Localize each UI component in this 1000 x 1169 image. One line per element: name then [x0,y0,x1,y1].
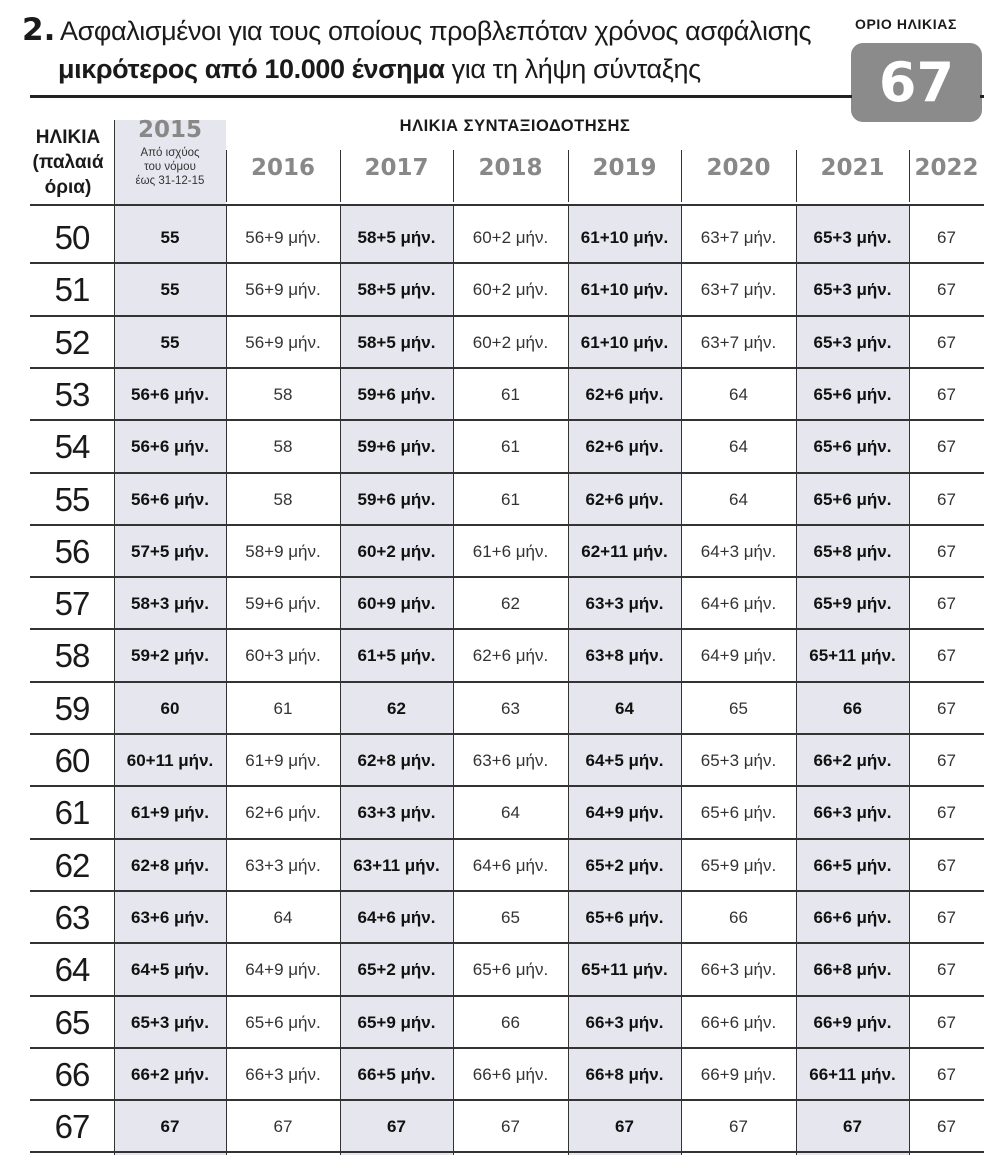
table-cell: 61 [501,437,520,457]
table-cell: 65+3 μήν. [813,332,892,352]
table-cell: 64+9 μήν. [585,803,664,823]
table-cell: 60+2 μήν. [357,541,436,561]
table-cell: 58+5 μήν. [357,280,436,300]
row-age: 54 [54,428,90,466]
table-cell: 62+6 μήν. [585,489,664,509]
table-row [30,683,984,735]
table-cell: 65+9 μήν. [813,594,892,614]
table-cell: 66+6 μήν. [813,907,892,927]
table-cell: 64 [615,698,634,718]
table-cell: 64+6 μήν. [472,855,549,875]
table-cell: 62 [387,698,406,718]
table-row [30,474,984,526]
table-cell: 67 [387,1117,406,1137]
table-cell: 61+9 μήν. [245,751,321,770]
row-age: 66 [54,1055,90,1093]
table-cell: 66+8 μήν. [585,1064,664,1084]
table-cell: 66+11 μήν. [809,1064,896,1084]
header-column-divider [453,150,454,202]
table-cell: 67 [937,228,956,247]
year-header: 2022 [914,155,979,181]
table-cell: 62+8 μήν. [357,751,436,770]
table-cell: 58 [273,384,293,404]
table-cell: 56+6 μήν. [131,437,209,457]
row-age: 59 [54,689,90,727]
table-row [30,264,984,316]
table-row [30,212,984,264]
row-age: 51 [54,271,90,309]
row-divider [30,1151,984,1153]
table-cell: 67 [937,646,956,666]
table-cell: 66 [501,1012,520,1032]
table-cell: 65+3 μήν. [813,228,892,247]
table-cell: 66 [729,907,748,927]
table-cell: 61+9 μήν. [131,803,209,823]
table-cell: 64+3 μήν. [700,541,777,561]
header-column-divider [681,150,682,202]
age-column-header [24,125,112,200]
table-cell: 67 [937,1117,956,1137]
table-cell: 66+5 μήν. [357,1064,436,1084]
table-cell: 58 [273,437,293,457]
table-cell: 65+6 μήν. [585,907,664,927]
table-cell: 66+8 μήν. [813,960,892,980]
table-cell: 66+3 μήν. [585,1012,664,1032]
table-cell: 66+6 μήν. [472,1064,549,1084]
age-header-line-3: όρια) [44,177,92,198]
table-cell: 56+9 μήν. [245,280,321,300]
table-cell: 66+5 μήν. [813,855,892,875]
table-cell: 64+5 μήν. [131,960,209,980]
table-cell: 65+3 μήν. [813,280,892,300]
year-header: 2019 [592,155,657,181]
table-cell: 61+10 μήν. [580,332,669,352]
table-cell: 62+6 μήν. [472,646,549,666]
table-row [30,997,984,1049]
row-age: 57 [54,585,90,623]
table-cell: 64+5 μήν. [585,751,664,770]
year-header: 2017 [364,155,429,181]
row-age: 63 [54,898,90,936]
table-cell: 64 [729,437,748,457]
table-row [30,944,984,996]
table-cell: 64+9 μήν. [245,960,321,980]
table-row [30,892,984,944]
table-cell: 67 [937,698,956,718]
row-age: 55 [54,480,90,518]
table-cell: 63+3 μήν. [585,594,664,614]
year-2015-note [114,146,226,188]
table-cell: 61+5 μήν. [357,646,436,666]
row-age: 53 [54,375,90,413]
table-cell: 64+6 μήν. [700,594,777,614]
table-cell: 60 [160,698,180,718]
table-cell: 63+3 μήν. [357,803,436,823]
table-cell: 62+8 μήν. [131,855,209,875]
table-top-rule [30,204,984,206]
table-cell: 66+9 μήν. [700,1064,777,1084]
table-cell: 62+6 μήν. [585,384,664,404]
table-cell: 67 [273,1117,293,1137]
age-limit-value: 67 [878,51,955,114]
table-cell: 67 [937,541,956,561]
header-column-divider [568,150,569,202]
table-cell: 60+3 μήν. [245,646,321,666]
header-column-divider [340,150,341,202]
table-cell: 61+6 μήν. [472,541,549,561]
table-cell: 60+9 μήν. [357,594,436,614]
table-cell: 56+6 μήν. [131,489,209,509]
table-cell: 65+2 μήν. [357,960,436,980]
table-cell: 66+2 μήν. [813,751,892,770]
table-cell: 65+8 μήν. [813,541,892,561]
table-row [30,526,984,578]
table-cell: 67 [843,1117,862,1137]
table-cell: 61+10 μήν. [580,280,669,300]
table-cell: 65+3 μήν. [131,1012,209,1032]
table-cell: 59+6 μήν. [357,437,436,457]
table-cell: 63+8 μήν. [585,646,664,666]
table-cell: 67 [729,1117,748,1137]
table-cell: 66+6 μήν. [700,1012,777,1032]
age-header-line-2: (παλαιά [32,152,104,173]
table-cell: 55 [160,332,180,352]
table-cell: 65+6 μήν. [700,803,777,823]
table-cell: 65+9 μήν. [357,1012,436,1032]
table-cell: 60+2 μήν. [472,280,549,300]
table-cell: 64 [273,907,293,927]
table-cell: 63+6 μήν. [131,907,209,927]
table-cell: 59+6 μήν. [245,594,321,614]
table-cell: 67 [937,1064,956,1084]
table-row [30,630,984,682]
table-cell: 60+11 μήν. [126,751,214,770]
table-cell: 58+3 μήν. [131,594,209,614]
row-age: 60 [54,742,90,779]
section-number: 2. [22,12,56,48]
table-cell: 63+3 μήν. [245,855,321,875]
year-header: 2018 [478,155,543,181]
table-cell: 56+9 μήν. [245,332,321,352]
table-cell: 67 [937,855,956,875]
table-cell: 67 [937,907,956,927]
table-cell: 67 [937,1012,956,1032]
header-column-divider [226,150,227,202]
year-header: 2021 [820,155,885,181]
table-row [30,369,984,421]
table-cell: 62+6 μήν. [585,437,664,457]
table-cell: 64 [729,384,748,404]
table-cell: 66+9 μήν. [813,1012,892,1032]
table-cell: 63+7 μήν. [700,280,777,300]
note-line-3: έως 31-12-15 [135,175,205,187]
table-row [30,578,984,630]
table-cell: 65+6 μήν. [813,384,892,404]
table-cell: 67 [937,437,956,457]
table-cell: 63+7 μήν. [700,228,777,247]
table-cell: 64+9 μήν. [700,646,777,666]
table-cell: 56+6 μήν. [131,384,209,404]
table-cell: 63 [501,698,520,718]
table-cell: 61 [501,489,520,509]
row-age: 58 [54,637,90,675]
table-cell: 59+6 μήν. [357,489,436,509]
table-cell: 58+9 μήν. [245,541,321,561]
table-cell: 62+11 μήν. [581,541,668,561]
row-age: 56 [54,532,90,570]
row-age: 65 [54,1003,90,1041]
table-cell: 66+2 μήν. [131,1064,209,1084]
table-cell: 58+5 μήν. [357,228,436,247]
table-cell: 65+6 μήν. [813,437,892,457]
table-cell: 61+10 μήν. [580,228,669,247]
table-cell: 61 [501,384,520,404]
note-line-2: του νόμου [144,161,196,173]
table-cell: 65+6 μήν. [813,489,892,509]
header-column-divider [909,150,910,202]
table-row [30,421,984,473]
table-cell: 62+6 μήν. [245,803,321,823]
age-limit-badge [851,43,982,122]
table-cell: 67 [937,594,956,614]
table-cell: 59+6 μήν. [357,384,436,404]
table-cell: 58 [273,489,293,509]
table-cell: 58+5 μήν. [357,332,436,352]
table-cell: 60+2 μήν. [472,332,549,352]
table-cell: 67 [615,1117,634,1137]
row-age: 64 [54,951,90,989]
table-cell: 63+11 μήν. [353,855,440,875]
table-cell: 63+7 μήν. [700,332,777,352]
table-cell: 67 [937,332,956,352]
table-cell: 65+9 μήν. [700,855,777,875]
table-cell: 62 [501,594,520,614]
title-line-2 [58,54,701,85]
table-cell: 67 [937,960,956,980]
table-cell: 55 [160,280,180,300]
table-cell: 67 [501,1117,520,1137]
table-cell: 67 [937,384,956,404]
table-cell: 65 [729,698,748,718]
table-cell: 67 [937,280,956,300]
table-cell: 66+3 μήν. [700,960,777,980]
table-row [30,1049,984,1101]
table-cell: 59+2 μήν. [131,646,209,666]
retirement-age-group-header: ΗΛΙΚΙΑ ΣΥΝΤΑΞΙΟΔΟΤΗΣΗΣ [399,117,631,135]
note-line-1: Από ισχύος [140,147,200,159]
table-cell: 64 [729,489,748,509]
table-cell: 65+3 μήν. [700,751,777,770]
table-cell: 66+3 μήν. [245,1064,321,1084]
table-cell: 64+6 μήν. [357,907,436,927]
title-line-2-rest: για τη λήψη σύνταξης [444,54,701,84]
table-cell: 56+9 μήν. [245,228,321,247]
table-row [30,735,984,787]
row-age: 67 [54,1108,90,1146]
table-cell: 65+6 μήν. [472,960,549,980]
table-cell: 65+2 μήν. [585,855,664,875]
table-row [30,1101,984,1153]
table-cell: 63+6 μήν. [472,751,549,770]
year-header: 2016 [250,155,315,181]
header-divider [30,95,852,98]
table-cell: 60+2 μήν. [472,228,549,247]
table-cell: 66+3 μήν. [813,803,892,823]
table-cell: 61 [273,698,293,718]
table-cell: 57+5 μήν. [131,541,209,561]
table-cell: 65+6 μήν. [245,1012,321,1032]
table-cell: 66 [843,698,862,718]
table-cell: 67 [937,489,956,509]
table-cell: 67 [937,803,956,823]
row-age: 61 [54,794,90,832]
age-header-line-1: ΗΛΙΚΙΑ [35,127,101,148]
table-cell: 67 [160,1117,180,1137]
table-cell: 67 [937,751,956,770]
header-divider-end [980,95,984,98]
row-age: 52 [54,323,90,361]
table-row [30,787,984,839]
title-line-2-bold: μικρότερος από 10.000 ένσημα [58,54,445,84]
table-row [30,840,984,892]
row-age: 50 [54,219,90,256]
table-cell: 55 [160,228,180,247]
year-header: 2020 [706,155,771,181]
table-cell: 65+11 μήν. [809,646,896,666]
header-column-divider [796,150,797,202]
title-line-1: Ασφαλισμένοι για τους οποίους προβλεπόταν χρόνος ασφάλισης [60,16,812,46]
table-row [30,317,984,369]
table-cell: 64 [501,803,520,823]
age-limit-label: ΟΡΙΟ ΗΛΙΚΙΑΣ [855,16,957,32]
year-2015-header: 2015 [137,117,202,143]
table-cell: 65 [501,907,520,927]
table-cell: 65+11 μήν. [581,960,668,980]
row-age: 62 [54,846,90,884]
